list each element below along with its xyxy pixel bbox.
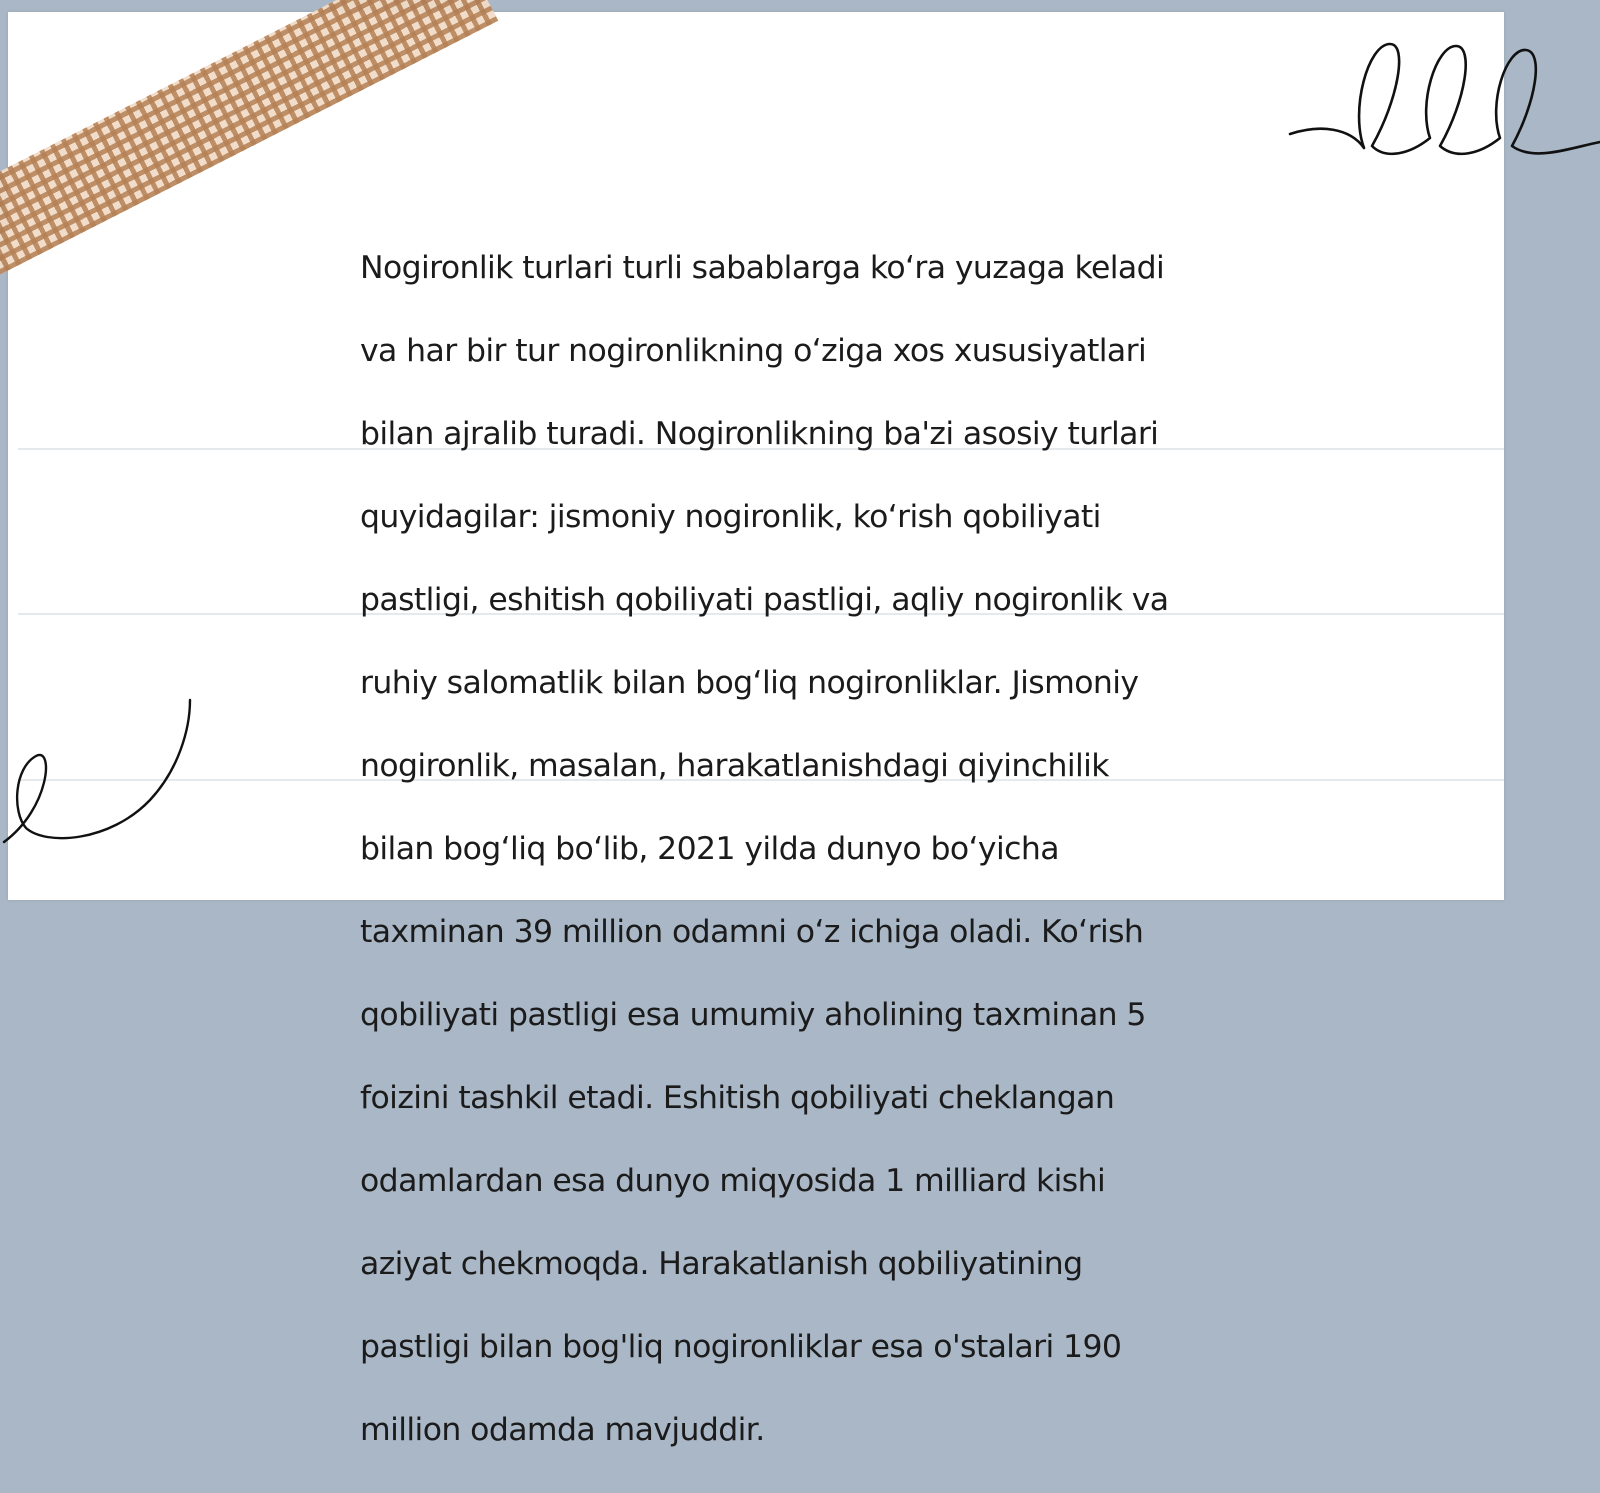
paragraph-line: foizini tashkil etadi. Eshitish qobiliyati cheklangan [360, 1079, 1115, 1116]
paragraph-line: odamlardan esa dunyo miqyosida 1 milliard kishi [360, 1162, 1106, 1199]
paragraph-line: pastligi, eshitish qobiliyati pastligi, aqliy nogironlik va [360, 581, 1169, 618]
paragraph-line: ruhiy salomatlik bilan bog‘liq nogironliklar. Jismoniy [360, 664, 1139, 701]
paragraph-line: bilan ajralib turadi. Nogironlikning ba'zi asosiy turlari [360, 415, 1159, 452]
paragraph-line: Nogironlik turlari turli sabablarga ko‘ra yuzaga keladi [360, 249, 1165, 286]
paragraph-line: va har bir tur nogironlikning o‘ziga xos xususiyatlari [360, 332, 1147, 369]
paragraph-line: bilan bog‘liq bo‘lib, 2021 yilda dunyo bo‘yicha [360, 830, 1059, 867]
swirl-scribble-decoration [0, 690, 200, 860]
paragraph-line: quyidagilar: jismoniy nogironlik, ko‘rish qobiliyati [360, 498, 1101, 535]
paragraph-line: million odamda mavjuddir. [360, 1411, 765, 1448]
paragraph-line: taxminan 39 million odamni o‘z ichiga oladi. Ko‘rish [360, 913, 1144, 950]
paragraph-line: pastligi bilan bog'liq nogironliklar esa o'stalari 190 [360, 1328, 1122, 1365]
loop-scribble-decoration [1290, 30, 1600, 170]
paragraph-line: aziyat chekmoqda. Harakatlanish qobiliyatining [360, 1245, 1083, 1282]
body-paragraph [360, 206, 1240, 1493]
paragraph-line: nogironlik, masalan, harakatlanishdagi qiyinchilik [360, 747, 1109, 784]
paragraph-line: qobiliyati pastligi esa umumiy aholining taxminan 5 [360, 996, 1146, 1033]
